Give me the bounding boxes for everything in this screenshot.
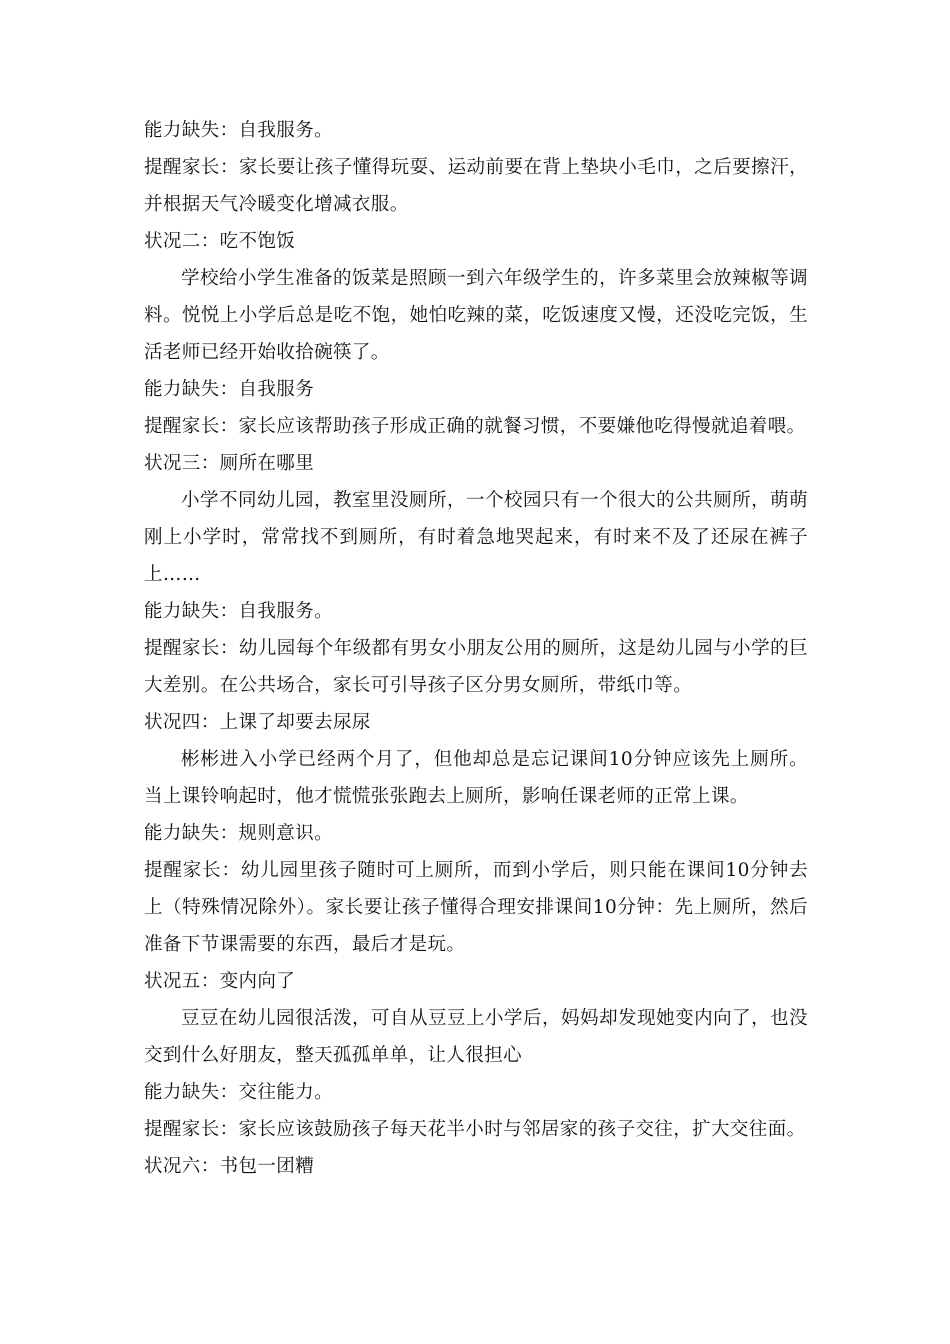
paragraph: 彬彬进入小学已经两个月了，但他却总是忘记课间10分钟应该先上厕所。当上课铃响起时，他才慌慌张张跑去上厕所，影响任课老师的正常上课。	[144, 749, 808, 807]
section-heading: 状况六：书包一团糟	[144, 1156, 315, 1177]
section-heading: 状况四：上课了却要去尿尿	[144, 712, 371, 733]
paragraph: 豆豆在幼儿园很活泼，可自从豆豆上小学后，妈妈却发现她变内向了，也没交到什么好朋友，整天孤孤单单，让人很担心	[144, 1008, 808, 1066]
section-heading: 状况三：厕所在哪里	[144, 453, 315, 474]
section-heading: 状况二：吃不饱饭	[144, 231, 296, 252]
paragraph: 能力缺失：规则意识。	[144, 823, 334, 844]
paragraph: 能力缺失：自我服务。	[144, 120, 334, 141]
paragraph: 提醒家长：家长应该帮助孩子形成正确的就餐习惯，不要嫌他吃得慢就追着喂。	[144, 416, 806, 437]
paragraph: 能力缺失：交往能力。	[144, 1082, 334, 1103]
paragraph: 能力缺失：自我服务	[144, 379, 315, 400]
paragraph: 提醒家长：家长应该鼓励孩子每天花半小时与邻居家的孩子交往，扩大交往面。	[144, 1119, 806, 1140]
paragraph: 提醒家长：家长要让孩子懂得玩耍、运动前要在背上垫块小毛巾，之后要擦汗，并根据天气冷暖变化增减衣服。	[144, 157, 808, 215]
paragraph: 提醒家长：幼儿园每个年级都有男女小朋友公用的厕所，这是幼儿园与小学的巨大差别。在公共场合，家长可引导孩子区分男女厕所，带纸巾等。	[144, 638, 808, 696]
paragraph: 能力缺失：自我服务。	[144, 601, 334, 622]
paragraph: 提醒家长：幼儿园里孩子随时可上厕所，而到小学后，则只能在课间10分钟去上（特殊情况除外）。家长要让孩子懂得合理安排课间10分钟：先上厕所，然后准备下节课需要的东西，最后才是玩。	[144, 860, 808, 955]
paragraph: 小学不同幼儿园，教室里没厕所，一个校园只有一个很大的公共厕所，萌萌刚上小学时，常常找不到厕所，有时着急地哭起来，有时来不及了还尿在裤子上……	[144, 490, 808, 585]
document-body	[144, 112, 808, 1185]
section-heading: 状况五：变内向了	[144, 971, 296, 992]
paragraph: 学校给小学生准备的饭菜是照顾一到六年级学生的，许多菜里会放辣椒等调料。悦悦上小学后总是吃不饱，她怕吃辣的菜，吃饭速度又慢，还没吃完饭，生活老师已经开始收拾碗筷了。	[144, 268, 808, 363]
